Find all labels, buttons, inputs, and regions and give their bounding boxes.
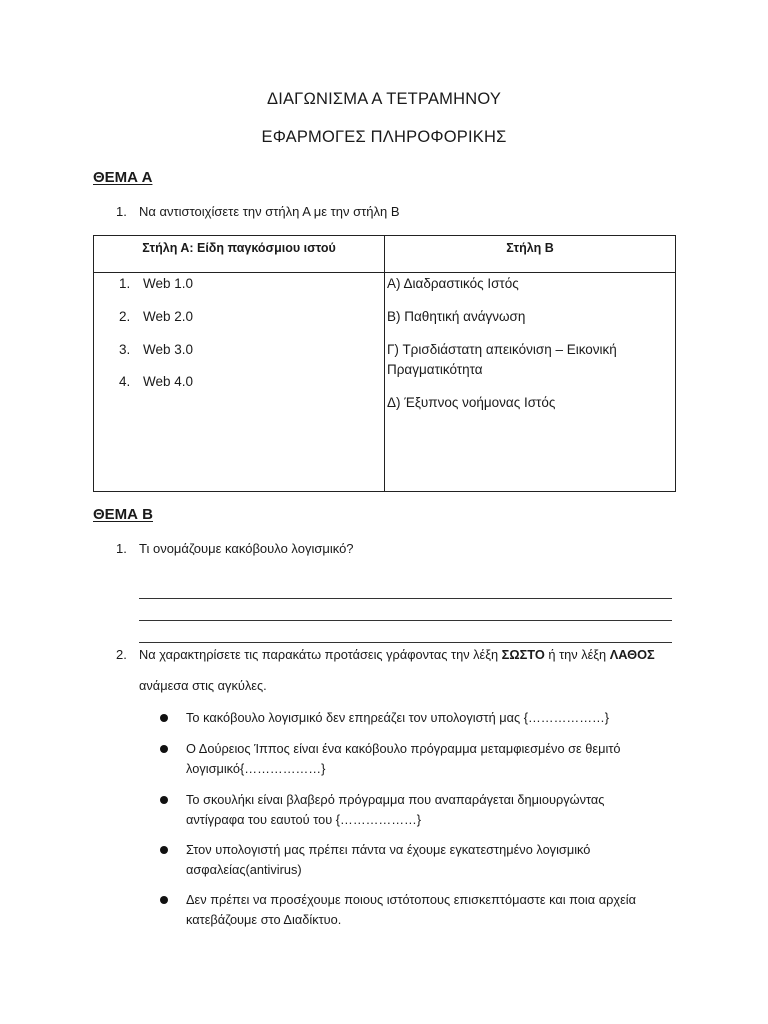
table-column-divider [384, 236, 385, 491]
section-a-heading: ΘΕΜΑ Α [93, 169, 153, 186]
column-b-header: Στήλη Β [506, 241, 554, 255]
column-a-item: 1. Web 1.0 [119, 276, 194, 291]
statement-item: Δεν πρέπει να προσέχουμε ποιους ιστότοπους επισκεπτόμαστε και ποια αρχεία κατεβάζουμε στο Διαδίκτυο. [186, 892, 637, 927]
column-a-item: 3. Web 3.0 [119, 342, 194, 357]
column-b-item: Δ) Έξυπνος νοήμονας Ιστός [387, 395, 556, 410]
matching-table [93, 235, 676, 492]
bullet-icon [160, 846, 168, 854]
section-b-q2-text: Να χαρακτηρίσετε τις παρακάτω προτάσεις γράφοντας την λέξη ΣΩΣΤΟ ή την λέξη ΛΑΘΟΣ [139, 647, 655, 662]
answer-line[interactable] [139, 599, 672, 621]
statement-item: Το σκουλήκι είναι βλαβερό πρόγραμμα που αναπαράγεται δημιουργώντας αντίγραφα του εαυτού του {………………} [186, 792, 605, 827]
section-b-q1-text: Τι ονομάζουμε κακόβουλο λογισμικό? [139, 541, 354, 556]
answer-line[interactable] [139, 577, 672, 599]
column-a-item: 2. Web 2.0 [119, 309, 194, 324]
word-correct: ΣΩΣΤΟ [501, 647, 545, 662]
column-a-header: Στήλη Α: Είδη παγκόσμιου ιστού [142, 241, 336, 255]
column-a-item: 4. Web 4.0 [119, 374, 194, 389]
table-header-divider [94, 272, 675, 273]
column-b-item: Β) Παθητική ανάγνωση [387, 309, 526, 324]
answer-lines[interactable] [139, 577, 672, 643]
title-line-1: ΔΙΑΓΩΝΙΣΜΑ Α ΤΕΤΡΑΜΗΝΟΥ [266, 90, 502, 108]
statement-item: Το κακόβουλο λογισμικό δεν επηρεάζει τον υπολογιστή μας {………………} [186, 710, 610, 725]
statement-item: Στον υπολογιστή μας πρέπει πάντα να έχουμε εγκατεστημένο λογισμικό ασφαλείας(antivirus) [186, 842, 591, 877]
bullet-icon [160, 796, 168, 804]
section-b-q2-text-line2: ανάμεσα στις αγκύλες. [139, 678, 267, 693]
bullet-icon [160, 714, 168, 722]
bullet-icon [160, 896, 168, 904]
column-b-item: Α) Διαδραστικός Ιστός [387, 276, 519, 291]
column-b-item: Γ) Τρισδιάστατη απεικόνιση – Εικονική Πραγματικότητα [387, 342, 617, 377]
answer-line[interactable] [139, 621, 672, 643]
section-b-heading: ΘΕΜΑ Β [93, 506, 153, 523]
section-a-q1-text: Να αντιστοιχίσετε την στήλη Α με την στήλη Β [139, 204, 400, 219]
section-b-q1-number: 1. [116, 541, 127, 556]
bullet-icon [160, 745, 168, 753]
section-a-q1-number: 1. [116, 204, 127, 219]
word-wrong: ΛΑΘΟΣ [609, 647, 655, 662]
statement-item: Ο Δούρειος Ίππος είναι ένα κακόβουλο πρόγραμμα μεταμφιεσμένο σε θεμιτό λογισμικό{………………} [186, 741, 621, 776]
title-line-2: ΕΦΑΡΜΟΓΕΣ ΠΛΗΡΟΦΟΡΙΚΗΣ [261, 128, 507, 146]
section-b-q2-number: 2. [116, 647, 127, 662]
